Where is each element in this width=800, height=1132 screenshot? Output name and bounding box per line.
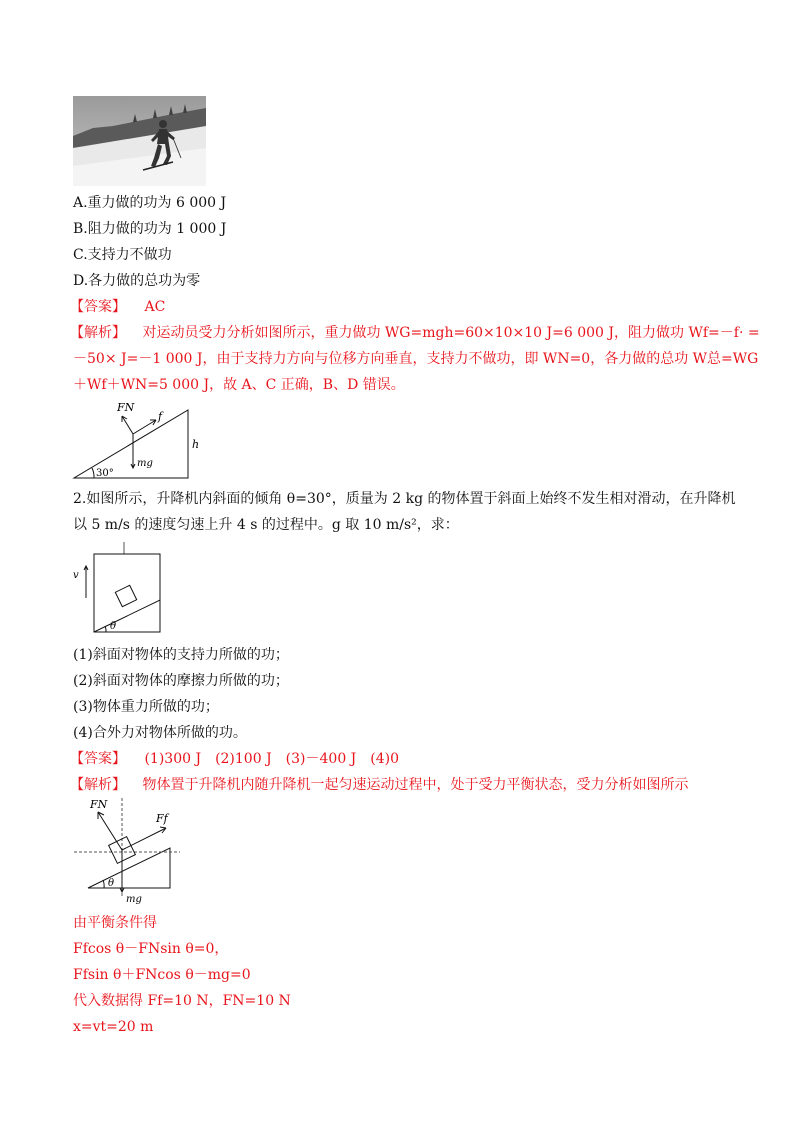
q1-analysis-text1: 对运动员受力分析如图所示，重力做功 WG=mgh=60×10×10 J=6 000 J，阻力做功 Wf=－f· = <box>142 325 760 341</box>
q1-analysis-line3: ＋Wf＋WN=5 000 J，故 A、C 正确，B、D 错误。 <box>73 377 405 393</box>
label-f: f <box>158 410 163 423</box>
label-theta: θ <box>108 878 115 889</box>
label-mg: mg <box>137 458 153 469</box>
option-a: A.重力做的功为 6 000 J <box>73 195 227 211</box>
q2-answer: (1)300 J (2)100 J (3)－400 J (4)0 <box>144 751 400 767</box>
label-30deg: 30° <box>96 468 114 479</box>
q2-part-3: (3)物体重力所做的功； <box>73 699 219 715</box>
q1-answer-line <box>70 298 165 316</box>
q2-stem-line2: 以 5 m/s 的速度匀速上升 4 s 的过程中。g 取 10 m/s²，求： <box>73 517 459 533</box>
option-d: D.各力做的总功为零 <box>73 273 201 289</box>
label-theta: θ <box>110 621 117 632</box>
answer-tag: 【答案】 <box>70 299 126 315</box>
q2-stem-line1: 2.如图所示，升降机内斜面的倾角 θ=30°，质量为 2 kg 的物体置于斜面上始终不发生相对滑动，在升降机 <box>73 491 736 507</box>
skier-photo <box>73 96 206 186</box>
label-fn: FN <box>117 401 135 414</box>
q2-part-2: (2)斜面对物体的摩擦力所做的功； <box>73 673 289 689</box>
block <box>115 585 136 606</box>
q1-analysis-line1 <box>70 324 760 342</box>
elevator-diagram <box>70 540 180 640</box>
analysis-tag: 【解析】 <box>70 325 126 341</box>
label-mg: mg <box>126 894 142 904</box>
solution-line-5: x=vt=20 m <box>73 1019 154 1035</box>
option-b: B.阻力做的功为 1 000 J <box>73 221 227 237</box>
friction-arrow <box>122 828 166 850</box>
force-analysis-diagram <box>70 796 190 904</box>
label-h: h <box>192 438 200 451</box>
label-fn: FN <box>90 798 108 811</box>
solution-line-2: Ffcos θ－FNsin θ=0， <box>73 941 229 957</box>
label-ff: Ff <box>156 812 168 825</box>
solution-line-4: 代入数据得 Ff=10 N，FN=10 N <box>73 993 291 1009</box>
angle-arc <box>92 468 94 478</box>
q2-answer-line <box>70 750 399 768</box>
q2-part-1: (1)斜面对物体的支持力所做的功； <box>73 647 289 663</box>
label-v: v <box>73 570 79 581</box>
q1-answer: AC <box>144 299 166 315</box>
normal-force-arrow <box>122 416 133 434</box>
incline-force-diagram <box>70 398 210 482</box>
friction-arrow <box>133 420 156 434</box>
analysis-tag: 【解析】 <box>70 777 126 793</box>
incline-triangle <box>74 410 188 478</box>
q2-analysis-text: 物体置于升降机内随升降机一起匀速运动过程中，处于受力平衡状态，受力分析如图所示 <box>142 777 689 793</box>
option-c: C.支持力不做功 <box>73 247 172 263</box>
q1-analysis-line2: －50× J=－1 000 J，由于支持力方向与位移方向垂直，支持力不做功，即 WN=0，各力做的总功 W总=WG <box>73 351 759 367</box>
incline-triangle <box>88 848 170 888</box>
answer-tag: 【答案】 <box>70 751 126 767</box>
solution-line-3: Ffsin θ＋FNcos θ－mg=0 <box>73 967 251 983</box>
elevator-box <box>94 554 160 632</box>
q2-part-4: (4)合外力对物体所做的功。 <box>73 725 247 741</box>
q2-analysis-line <box>70 776 688 794</box>
solution-line-1: 由平衡条件得 <box>73 915 157 931</box>
